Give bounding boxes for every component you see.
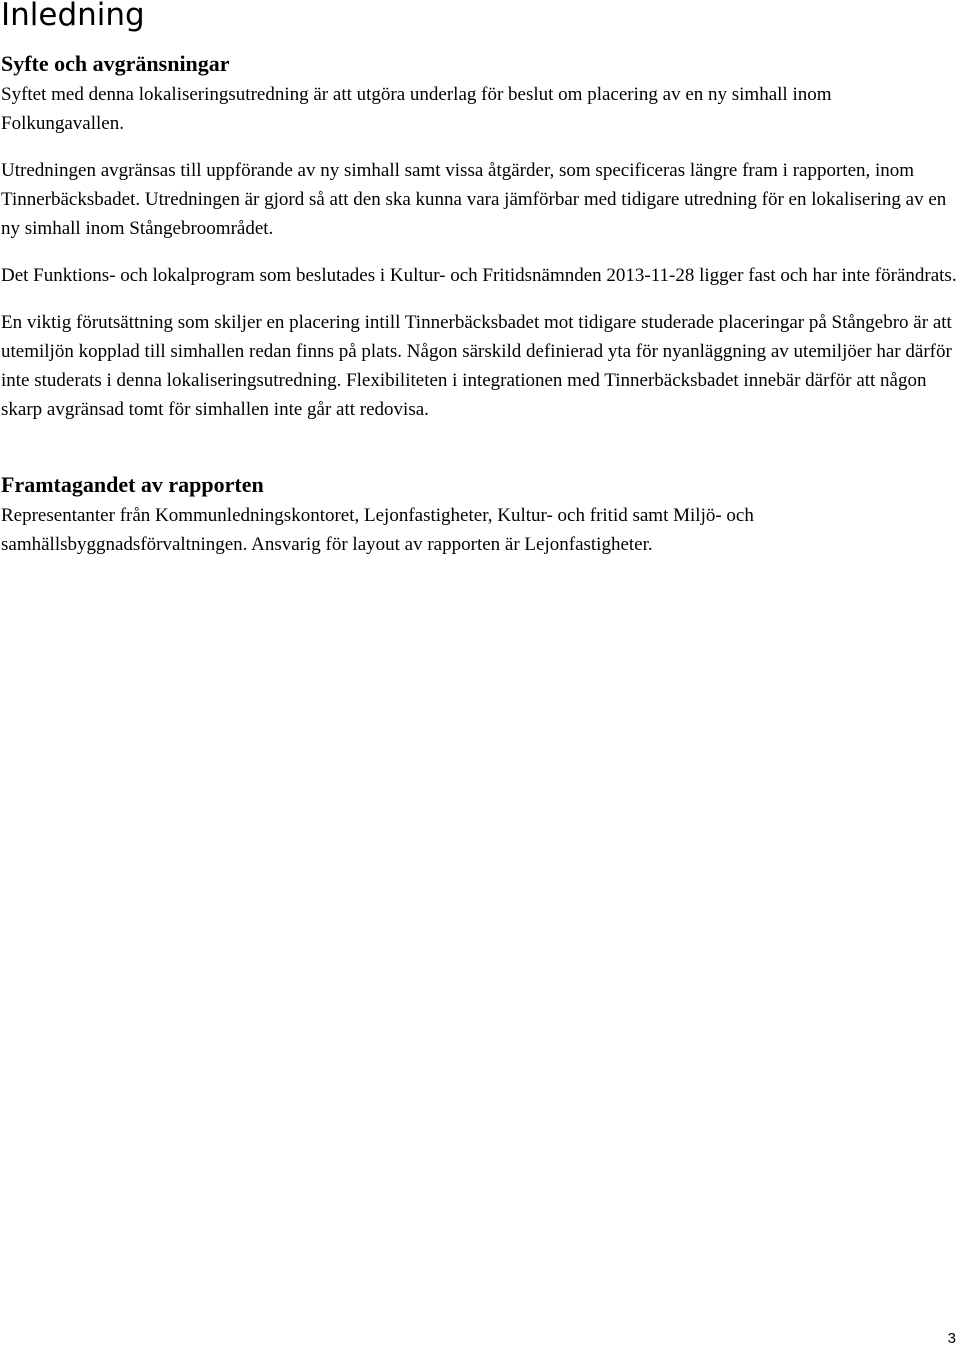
paragraph: En viktig förutsättning som skiljer en placering intill Tinnerbäcksbadet mot tidigare studerade placeringar på Stångebro är att utemiljön kopplad till simhallen redan finns på plats. Någon särskild definierad yta för nyanläggning av utemiljöer har därför inte studerats i denna lokaliseringsutredning. Flexibiliteten i integrationen med Tinnerbäcksbadet innebär därför att någon skarp avgränsad tomt för simhallen inte går att redovisa.: [1, 312, 952, 420]
section-syfte: [1, 48, 959, 424]
paragraph: Utredningen avgränsas till uppförande av ny simhall samt vissa åtgärder, som specificeras längre fram i rapporten, inom Tinnerbäcksbadet. Utredningen är gjord så att den ska kunna vara jämförbar med tidigare utredning för en lokalisering av en ny simhall inom Stångebroområdet.: [1, 160, 947, 239]
page-title: Inledning: [1, 0, 145, 33]
document-body: [1, 48, 959, 559]
paragraph: Det Funktions- och lokalprogram som beslutades i Kultur- och Fritidsnämnden 2013-11-28 ligger fast och har inte förändrats.: [1, 265, 957, 286]
section-heading: Syfte och avgränsningar: [1, 51, 230, 76]
page-number: 3: [947, 1330, 956, 1347]
section-heading: Framtagandet av rapporten: [1, 472, 264, 497]
paragraph: Representanter från Kommunledningskontoret, Lejonfastigheter, Kultur- och fritid samt Miljö- och samhällsbyggnadsförvaltningen. Ansvarig för layout av rapporten är Lejonfastigheter.: [1, 505, 754, 555]
paragraph: Syftet med denna lokaliseringsutredning är att utgöra underlag för beslut om placering av en ny simhall inom Folkungavallen.: [1, 84, 832, 134]
section-framtagandet: [1, 469, 959, 559]
